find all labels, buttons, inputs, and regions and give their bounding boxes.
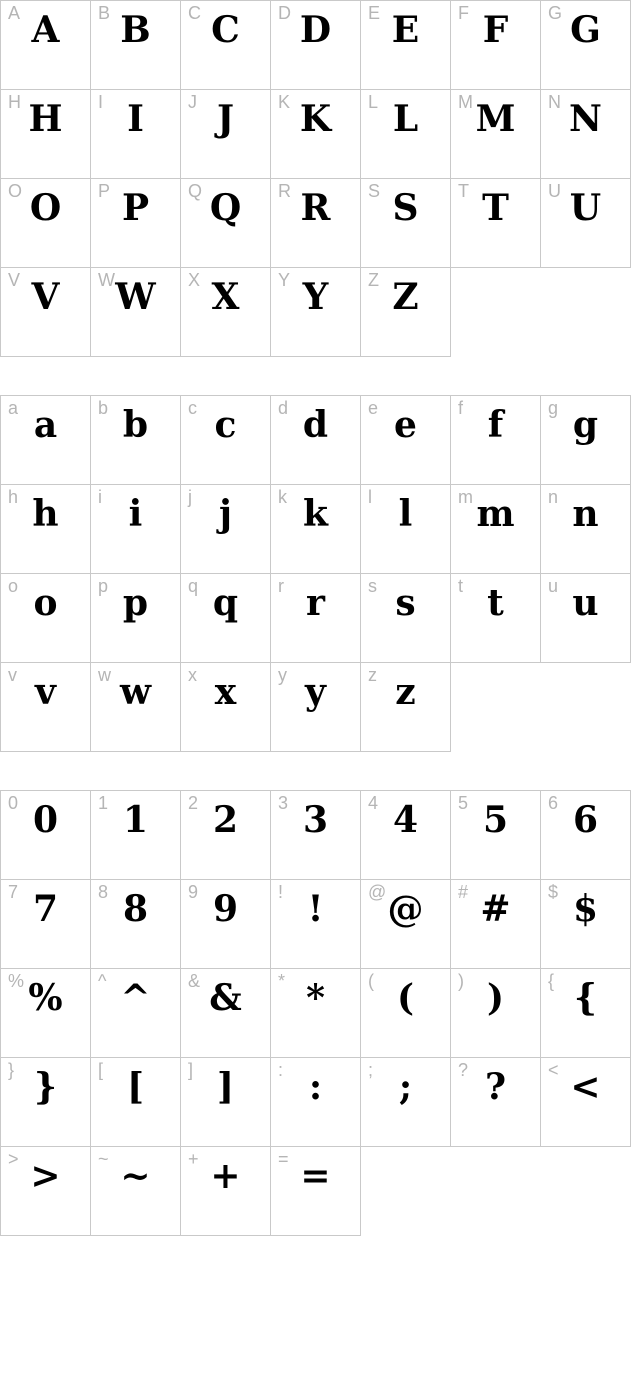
glyph-cell [181,880,271,969]
cell-glyph: z [395,671,416,713]
cell-glyph: ~ [120,1155,151,1197]
glyph-cell [1,1147,91,1236]
glyph-cell [1,791,91,880]
cell-glyph: e [394,404,417,446]
cell-label: + [188,1149,199,1169]
glyph-cell [361,663,451,752]
glyph-cell [91,574,181,663]
cell-glyph: 0 [32,799,59,841]
cell-label: J [188,92,197,112]
glyph-cell [91,791,181,880]
cell-label: 2 [188,793,199,813]
cell-label: Y [278,270,291,290]
cell-label: n [548,487,559,507]
glyph-cell [451,179,541,268]
cell-label: Z [368,270,379,290]
cell-glyph: & [209,977,242,1019]
glyph-cell [271,969,361,1058]
glyph-cell [91,396,181,485]
cell-glyph: s [395,582,416,624]
cell-glyph: M [475,98,516,140]
cell-glyph: R [300,187,331,229]
glyph-cell [1,1,91,90]
cell-label: s [368,576,377,596]
cell-label: 8 [98,882,109,902]
glyph-table-lowercase [0,395,631,752]
cell-glyph: > [30,1155,61,1197]
cell-glyph: H [28,98,63,140]
cell-glyph: m [476,493,515,535]
cell-glyph: q [212,582,239,624]
glyph-cell [181,1,271,90]
cell-glyph: @ [387,888,424,930]
cell-glyph: d [302,404,329,446]
glyph-cell [271,90,361,179]
cell-label: o [8,576,19,596]
glyph-cell [451,90,541,179]
cell-label: : [278,1060,284,1080]
glyph-cell [271,1147,361,1236]
cell-label: ^ [98,971,107,991]
cell-glyph: 7 [32,888,59,930]
cell-label: $ [548,882,559,902]
cell-label: = [278,1149,289,1169]
cell-label: r [278,576,284,596]
glyph-cell [271,1058,361,1147]
glyph-cell [181,969,271,1058]
glyph-row [1,663,631,752]
cell-label: ! [278,882,284,902]
cell-glyph: W [115,276,156,318]
cell-glyph: # [480,888,511,930]
glyph-cell [541,1,631,90]
glyph-row [1,485,631,574]
cell-glyph: u [572,582,599,624]
glyph-cell [181,90,271,179]
cell-label: f [458,398,464,418]
glyph-row [1,791,631,880]
cell-glyph: = [300,1155,331,1197]
glyph-cell [541,969,631,1058]
cell-glyph: Q [209,187,242,229]
cell-label: 6 [548,793,559,813]
cell-glyph: Y [302,276,329,318]
cell-label: H [8,92,21,112]
cell-glyph: n [572,493,599,535]
glyph-cell [541,880,631,969]
cell-glyph: A [31,9,60,51]
cell-label: O [8,181,23,201]
cell-label: c [188,398,197,418]
cell-glyph: P [121,187,150,229]
glyph-row [1,396,631,485]
cell-label: p [98,576,109,596]
glyph-cell [181,179,271,268]
cell-glyph: N [569,98,602,140]
glyph-cell [361,880,451,969]
cell-label: N [548,92,561,112]
glyph-cell [451,880,541,969]
glyph-cell [1,1058,91,1147]
glyph-cell [181,268,271,357]
cell-glyph: r [306,582,325,624]
cell-glyph: g [572,404,599,446]
glyph-cell [181,1147,271,1236]
glyph-table-uppercase [0,0,631,357]
glyph-cell [91,1058,181,1147]
cell-glyph: O [29,187,62,229]
glyph-cell [181,396,271,485]
glyph-cell [91,90,181,179]
glyph-row [1,969,631,1058]
cell-glyph: V [31,276,60,318]
cell-label: m [458,487,473,507]
cell-glyph: T [482,187,509,229]
glyph-cell [541,90,631,179]
cell-label: R [278,181,291,201]
cell-label: h [8,487,19,507]
glyph-cell [1,663,91,752]
glyph-cell [181,663,271,752]
glyph-cell [541,1058,631,1147]
cell-glyph: { [573,977,598,1019]
cell-label: z [368,665,377,685]
glyph-cell [271,880,361,969]
cell-glyph: h [32,493,59,535]
cell-label: 9 [188,882,199,902]
cell-label: a [8,398,19,418]
cell-glyph: a [33,404,58,446]
cell-label: ; [368,1060,374,1080]
glyph-cell [361,791,451,880]
cell-glyph: f [487,404,504,446]
glyph-cell [271,791,361,880]
cell-glyph: 9 [212,888,239,930]
cell-glyph: ] [216,1066,235,1108]
cell-glyph: y [305,671,326,713]
glyph-row [1,574,631,663]
glyph-cell [541,574,631,663]
cell-label: 0 [8,793,19,813]
cell-glyph: B [120,9,151,51]
glyph-cell [361,268,451,357]
cell-glyph: v [35,671,56,713]
glyph-cell [361,1058,451,1147]
cell-glyph: % [28,977,63,1019]
cell-label: { [548,971,555,991]
glyph-cell [451,969,541,1058]
cell-label: U [548,181,561,201]
cell-label: < [548,1060,559,1080]
glyph-cell [91,268,181,357]
cell-glyph: F [482,9,509,51]
cell-glyph: i [128,493,143,535]
cell-label: E [368,3,381,23]
cell-glyph: 1 [122,799,149,841]
cell-glyph: X [211,276,240,318]
cell-label: A [8,3,21,23]
glyph-cell [451,791,541,880]
cell-label: & [188,971,201,991]
glyph-row [1,268,631,357]
cell-label: V [8,270,21,290]
cell-label: } [8,1060,15,1080]
cell-glyph: * [306,977,325,1019]
cell-glyph: 2 [212,799,239,841]
glyph-cell [451,485,541,574]
cell-glyph: } [33,1066,58,1108]
cell-label: C [188,3,201,23]
cell-label: B [98,3,111,23]
cell-label: 4 [368,793,379,813]
glyph-cell [271,1,361,90]
cell-label: T [458,181,469,201]
glyph-cell [541,396,631,485]
glyph-cell [91,179,181,268]
glyph-cell [451,574,541,663]
glyph-cell [361,396,451,485]
glyph-cell [271,396,361,485]
cell-glyph: U [569,187,602,229]
cell-label: ~ [98,1149,109,1169]
glyph-cell [451,1,541,90]
cell-glyph: ! [307,888,324,930]
glyph-cell [91,663,181,752]
glyph-row [1,1058,631,1147]
glyph-cell [451,1058,541,1147]
glyph-cell [91,880,181,969]
cell-glyph: S [392,187,419,229]
cell-glyph: L [392,98,419,140]
cell-label: g [548,398,559,418]
cell-glyph: c [214,404,237,446]
cell-label: y [278,665,287,685]
cell-label: 3 [278,793,289,813]
cell-glyph: o [33,582,58,624]
cell-glyph: j [218,493,233,535]
cell-label: u [548,576,559,596]
glyph-cell [361,1,451,90]
cell-label: 5 [458,793,469,813]
cell-label: d [278,398,289,418]
cell-glyph: p [122,582,149,624]
cell-label: G [548,3,563,23]
cell-label: W [98,270,115,290]
glyph-cell [451,396,541,485]
cell-glyph: E [391,9,420,51]
glyph-cell [91,1147,181,1236]
glyph-cell [361,574,451,663]
cell-label: ? [458,1060,469,1080]
glyph-cell [271,179,361,268]
glyph-cell [1,268,91,357]
cell-glyph: 6 [572,799,599,841]
glyph-cell [541,179,631,268]
cell-label: D [278,3,291,23]
cell-label: % [8,971,25,991]
cell-glyph: x [214,671,237,713]
cell-glyph: K [299,98,332,140]
cell-label: > [8,1149,19,1169]
glyph-cell [361,179,451,268]
glyph-cell [1,969,91,1058]
cell-glyph: t [487,582,504,624]
cell-label: Q [188,181,203,201]
cell-glyph: ) [486,977,505,1019]
cell-glyph: Z [392,276,419,318]
cell-label: ( [368,971,374,991]
cell-label: I [98,92,104,112]
cell-label: @ [368,882,387,902]
cell-label: 7 [8,882,19,902]
cell-label: ) [458,971,464,991]
cell-glyph: G [570,9,601,51]
cell-label: l [368,487,372,507]
glyph-row [1,1147,631,1236]
cell-label: ] [188,1060,194,1080]
cell-label: q [188,576,199,596]
cell-label: t [458,576,464,596]
cell-glyph: D [299,9,332,51]
cell-label: w [98,665,111,685]
cell-label: S [368,181,381,201]
cell-glyph: J [216,98,235,140]
cell-glyph: 3 [302,799,329,841]
glyph-row [1,1,631,90]
cell-glyph: C [211,9,240,51]
glyph-cell [91,969,181,1058]
glyph-cell [91,1,181,90]
glyph-cell [1,880,91,969]
glyph-cell [271,268,361,357]
cell-label: x [188,665,197,685]
glyph-cell [541,791,631,880]
glyph-cell [1,485,91,574]
cell-label: K [278,92,291,112]
cell-glyph: [ [126,1066,145,1108]
cell-glyph: + [210,1155,241,1197]
cell-label: L [368,92,379,112]
cell-label: k [278,487,287,507]
glyph-cell [361,485,451,574]
glyph-cell [271,485,361,574]
cell-label: v [8,665,17,685]
cell-glyph: I [127,98,144,140]
cell-glyph: $ [572,888,599,930]
cell-glyph: 5 [482,799,509,841]
cell-label: M [458,92,473,112]
cell-glyph: < [570,1066,601,1108]
cell-glyph: k [303,493,328,535]
cell-glyph: : [308,1066,323,1108]
cell-label: P [98,181,111,201]
glyph-cell [181,791,271,880]
glyph-cell [361,969,451,1058]
cell-label: i [98,487,102,507]
cell-label: e [368,398,379,418]
cell-glyph: ? [484,1066,507,1108]
cell-label: b [98,398,109,418]
cell-glyph: ( [396,977,415,1019]
glyph-cell [181,485,271,574]
cell-glyph: b [122,404,149,446]
glyph-cell [1,179,91,268]
glyph-row [1,179,631,268]
cell-label: [ [98,1060,104,1080]
glyph-cell [271,574,361,663]
glyph-row [1,880,631,969]
glyph-cell [271,663,361,752]
cell-glyph: 8 [122,888,149,930]
glyph-cell [361,90,451,179]
glyph-cell [181,1058,271,1147]
glyph-cell [1,574,91,663]
cell-label: 1 [98,793,109,813]
cell-label: j [188,487,192,507]
cell-label: * [278,971,286,991]
glyph-row [1,90,631,179]
glyph-cell [541,485,631,574]
cell-glyph: 4 [392,799,419,841]
cell-glyph: l [398,493,413,535]
cell-label: X [188,270,201,290]
cell-glyph: w [120,671,151,713]
cell-label: # [458,882,469,902]
cell-label: F [458,3,469,23]
glyph-table-digits-symbols [0,790,631,1236]
glyph-cell [91,485,181,574]
glyph-cell [181,574,271,663]
cell-glyph: ^ [120,977,151,1019]
cell-glyph: ; [398,1066,413,1108]
glyph-cell [1,396,91,485]
glyph-cell [1,90,91,179]
